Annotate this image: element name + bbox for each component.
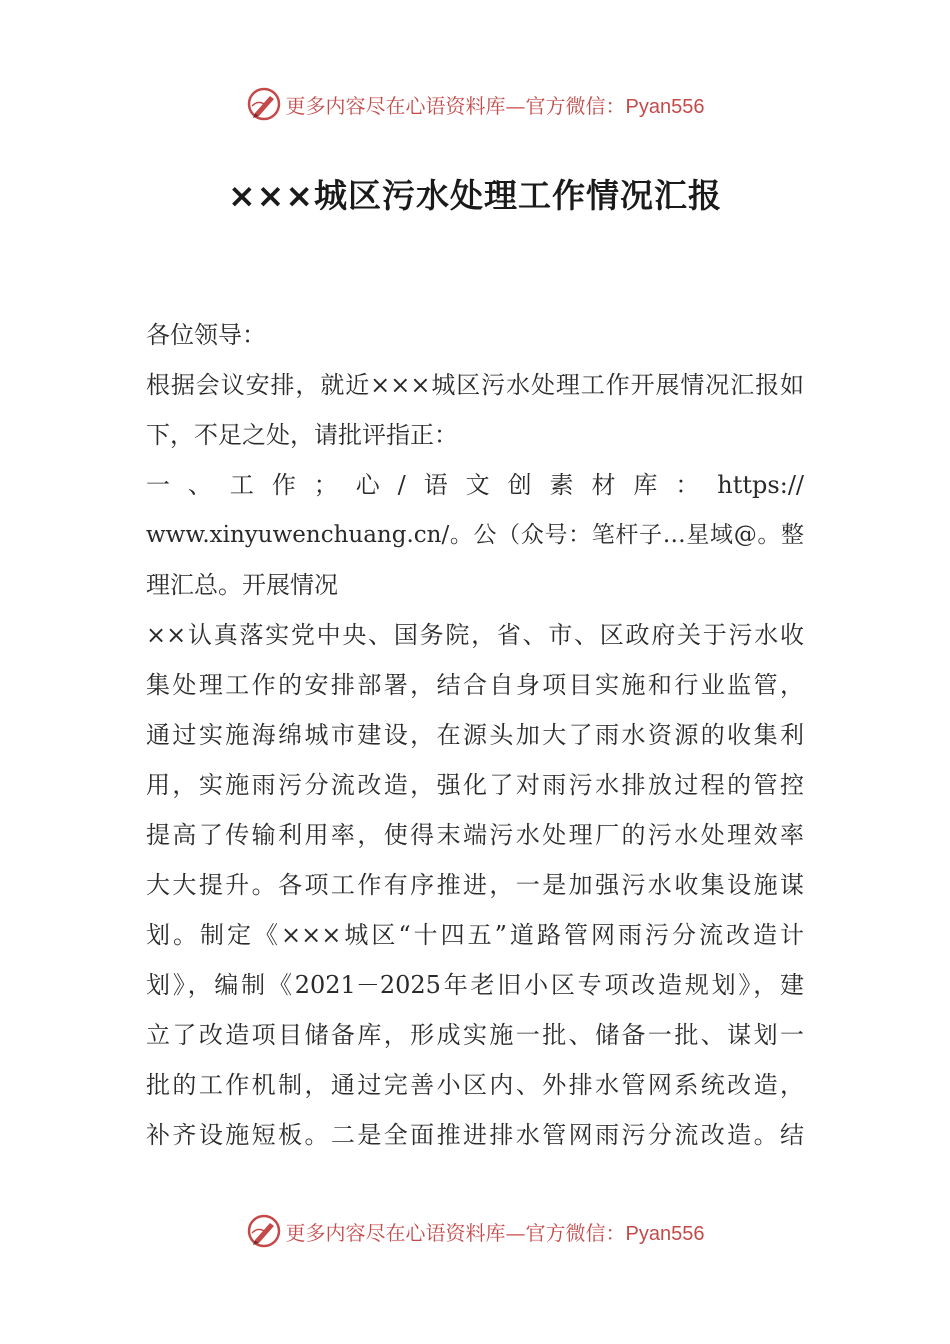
document-body xyxy=(146,310,804,1160)
body-line: 提高了传输利用率，使得末端污水处理厂的污水处理效率 xyxy=(146,821,804,849)
header-watermark xyxy=(0,84,950,124)
watermark-text: 更多内容尽在心语资料库—官方微信：Pyan556 xyxy=(285,1220,705,1245)
body-line: 下，不足之处，请批评指正： xyxy=(146,421,458,449)
body-line: 立了改造项目储备库，形成实施一批、储备一批、谋划一 xyxy=(146,1021,804,1049)
body-line: 批的工作机制，通过完善小区内、外排水管网系统改造， xyxy=(146,1071,804,1099)
document-title: ×××城区污水处理工作情况汇报 xyxy=(228,176,722,215)
body-line: 划》，编制《2021－2025年老旧小区专项改造规划》，建 xyxy=(146,971,804,999)
body-line: 根据会议安排，就近×××城区污水处理工作开展情况汇报如 xyxy=(146,371,804,399)
watermark-text: 更多内容尽在心语资料库—官方微信：Pyan556 xyxy=(285,93,705,118)
body-line: www.xinyuwenchuang.cn/。公（众号：笔杆子…星域@。整 xyxy=(146,522,804,548)
pen-logo-icon xyxy=(246,1213,282,1249)
salutation-line: 各位领导： xyxy=(146,321,266,349)
body-line: 大大提升。各项工作有序推进，一是加强污水收集设施谋 xyxy=(146,871,804,899)
body-line: 划。制定《×××城区“十四五”道路管网雨污分流改造计 xyxy=(146,921,804,949)
body-line: 补齐设施短板。二是全面推进排水管网雨污分流改造。结 xyxy=(146,1121,804,1149)
footer-watermark xyxy=(0,1211,950,1251)
body-line: 通过实施海绵城市建设，在源头加大了雨水资源的收集利 xyxy=(146,721,804,749)
body-line: 用，实施雨污分流改造，强化了对雨污水排放过程的管控 xyxy=(146,771,804,799)
pen-logo-icon xyxy=(246,86,282,122)
section-heading-line: 一、工作；心/语文创素材库：https:// xyxy=(146,471,804,499)
body-line: 理汇总。开展情况 xyxy=(146,571,338,599)
body-line: ××认真落实党中央、国务院，省、市、区政府关于污水收 xyxy=(146,621,804,649)
body-line: 集处理工作的安排部署，结合自身项目实施和行业监管， xyxy=(146,671,804,699)
